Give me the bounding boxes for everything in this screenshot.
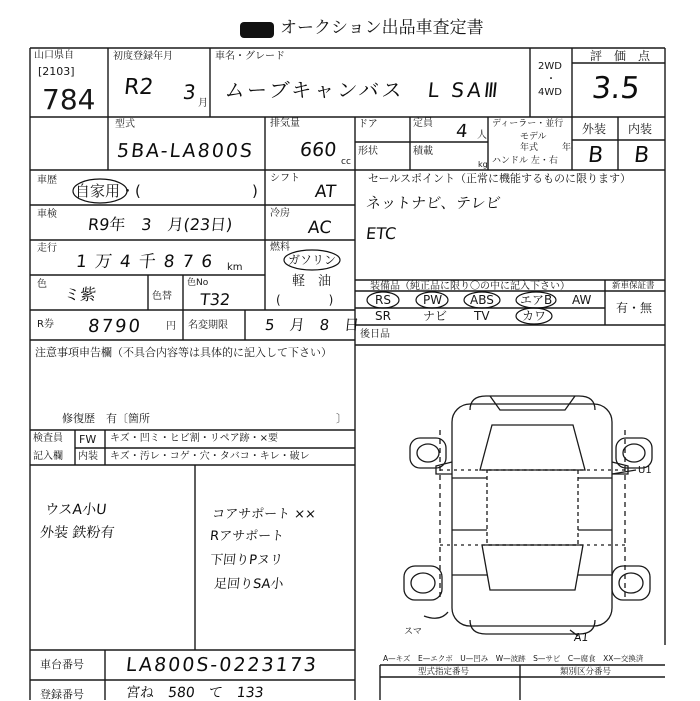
equipment-item: ナビ bbox=[423, 309, 448, 323]
color-number-label: 色No bbox=[187, 278, 209, 288]
handwritten-note: 下回りPヌリ bbox=[209, 553, 284, 568]
car-name-label: 車名・グレード bbox=[215, 51, 285, 62]
handwritten-note: 外装 鉄粉有 bbox=[39, 525, 116, 541]
model-year-unit: 年 bbox=[562, 143, 572, 153]
interior-grade-label: 内装 bbox=[628, 122, 653, 136]
warranty-value: 有・無 bbox=[616, 301, 653, 315]
capacity-unit: 人 bbox=[477, 130, 487, 141]
fuel-label: 燃料 bbox=[270, 242, 290, 253]
score-label: 評 価 点 bbox=[590, 49, 651, 63]
name-change-label: 名変期限 bbox=[188, 320, 228, 331]
shift-label: シフト bbox=[270, 173, 300, 184]
auction-logo-mark bbox=[240, 22, 274, 38]
aircon-value: AC bbox=[307, 218, 333, 238]
interior-grade: B bbox=[632, 143, 651, 168]
mileage-value: 1万4千876 bbox=[75, 252, 222, 272]
type-designation-label: 型式指定番号 bbox=[418, 667, 470, 677]
sales-point-line: ETC bbox=[365, 224, 398, 243]
mileage-label: 走行 bbox=[37, 243, 57, 254]
color-label: 色 bbox=[37, 279, 47, 290]
steering-label: ハンドル 左・右 bbox=[492, 156, 558, 166]
registration-value: 宮ね 580 て 133 bbox=[125, 685, 265, 701]
capacity-label: 定員 bbox=[413, 118, 433, 129]
handwritten-note: 足回りSA小 bbox=[213, 577, 285, 592]
handwritten-note: コアサポート ×× bbox=[211, 507, 317, 522]
fuel-diesel: 軽 油 bbox=[292, 274, 332, 289]
import-type-label: ディーラー・並行 bbox=[492, 119, 564, 129]
aircon-label: 冷房 bbox=[270, 208, 290, 219]
car-diagram bbox=[404, 396, 652, 636]
equipment-item: カワ bbox=[522, 309, 547, 323]
color-change-label: 色替 bbox=[152, 291, 172, 302]
inspector-label: 検査員 bbox=[33, 433, 63, 444]
body-shape-label: 形状 bbox=[358, 146, 378, 157]
category-number-label: 類別区分番号 bbox=[560, 667, 612, 677]
recycle-value: 8790 bbox=[86, 316, 143, 337]
inspector-interior-label: 内装 bbox=[78, 451, 98, 462]
registration-label: 登録番号 bbox=[40, 688, 84, 701]
first-registration-year: R2 bbox=[122, 75, 155, 100]
inspector-exterior-label: FW bbox=[79, 433, 97, 446]
handwritten-note: ウスA小U bbox=[44, 502, 108, 518]
notes-label: 注意事項申告欄（不具合内容等は具体的に記入して下さい） bbox=[35, 346, 332, 359]
model-code-value: 5BA-LA800S bbox=[115, 140, 256, 162]
drive-separator: ・ bbox=[546, 74, 556, 85]
inspection-value: R9年 3 月(23日) bbox=[87, 215, 234, 234]
first-registration-label: 初度登録年月 bbox=[113, 51, 173, 62]
first-registration-month: 3 bbox=[181, 80, 197, 104]
displacement-label: 排気量 bbox=[270, 118, 300, 129]
equipment-item: PW bbox=[423, 293, 443, 307]
form-title: オークション出品車査定書 bbox=[280, 18, 484, 38]
load-label: 積載 bbox=[413, 146, 433, 157]
door-label: ドア bbox=[358, 119, 378, 130]
inspector-interior-items: キズ・汚レ・コゲ・穴・タバコ・キレ・破レ bbox=[110, 451, 310, 462]
sales-point-line: ネットナビ、テレビ bbox=[365, 194, 502, 212]
history-label: 車歴 bbox=[37, 175, 57, 186]
history-value: 自家用・( bbox=[75, 182, 141, 200]
color-value: ミ紫 bbox=[63, 285, 98, 304]
load-unit: kg bbox=[478, 160, 488, 169]
drive-2wd: 2WD bbox=[538, 61, 562, 72]
exterior-grade: B bbox=[586, 143, 605, 168]
diagram-label: U1 bbox=[638, 465, 652, 476]
model-code-label: 型式 bbox=[115, 119, 135, 130]
exterior-grade-label: 外装 bbox=[582, 122, 607, 136]
inspection-label: 車検 bbox=[37, 209, 57, 220]
inspector-exterior-items: キズ・凹ミ・ヒビ割・リペア跡・×要 bbox=[110, 433, 278, 444]
damage-legend: A—キズ E—エクボ U—凹み W—波跡 S—サビ C—腐食 XX—交換済 bbox=[383, 654, 644, 663]
fuel-gasoline: ガソリン bbox=[288, 253, 337, 267]
first-registration-month-unit: 月 bbox=[198, 98, 208, 109]
handwritten-note: Rアサポート bbox=[209, 529, 285, 544]
chassis-label: 車台番号 bbox=[40, 658, 84, 671]
car-name-value: ムーブキャンバス L SAⅢ bbox=[223, 78, 503, 102]
inspector-entry-label: 記入欄 bbox=[33, 451, 63, 462]
capacity-value: 4 bbox=[454, 121, 469, 142]
equipment-item: AW bbox=[572, 293, 592, 307]
warranty-label: 新車保証書 bbox=[612, 281, 655, 291]
equipment-item: ABS bbox=[470, 293, 494, 307]
score-value: 3.5 bbox=[590, 71, 642, 106]
sales-point-label: セールスポイント（正常に機能するものに限ります） bbox=[368, 172, 632, 185]
diagram-label: スマ bbox=[404, 627, 422, 637]
fuel-other: ( ) bbox=[276, 293, 334, 307]
drive-4wd: 4WD bbox=[538, 87, 562, 98]
model-year-sub-label: 年式 bbox=[520, 143, 539, 153]
chassis-value: LA800S-0223173 bbox=[124, 654, 320, 676]
repair-history-close: 〕 bbox=[336, 412, 347, 425]
recycle-label: R券 bbox=[37, 319, 54, 330]
name-change-value: 5 月 8 日 bbox=[264, 316, 361, 334]
model-year-label: モデル bbox=[520, 132, 547, 142]
displacement-unit: cc bbox=[341, 157, 351, 167]
diagram-label: A1 bbox=[573, 631, 590, 644]
lot-code: [2103] bbox=[38, 65, 75, 78]
equipment-item: RS bbox=[375, 293, 391, 307]
recycle-unit: 円 bbox=[166, 321, 176, 332]
lot-number: 784 bbox=[42, 83, 96, 116]
lot-area: 山口県自 bbox=[34, 50, 74, 61]
equipment-item: エアB bbox=[520, 293, 553, 307]
color-number: T32 bbox=[199, 290, 232, 309]
displacement-value: 660 bbox=[298, 139, 338, 161]
repair-history: 修復歴 有〔箇所 bbox=[62, 412, 150, 425]
later-items-label: 後日品 bbox=[360, 329, 390, 340]
equipment-item: TV bbox=[474, 309, 490, 323]
shift-value: AT bbox=[314, 182, 337, 202]
equipment-label: 装備品（純正品に限り〇の中に記入下さい） bbox=[370, 281, 570, 292]
equipment-item: SR bbox=[375, 309, 391, 323]
history-close: ) bbox=[252, 182, 258, 200]
mileage-unit: km bbox=[227, 262, 243, 273]
